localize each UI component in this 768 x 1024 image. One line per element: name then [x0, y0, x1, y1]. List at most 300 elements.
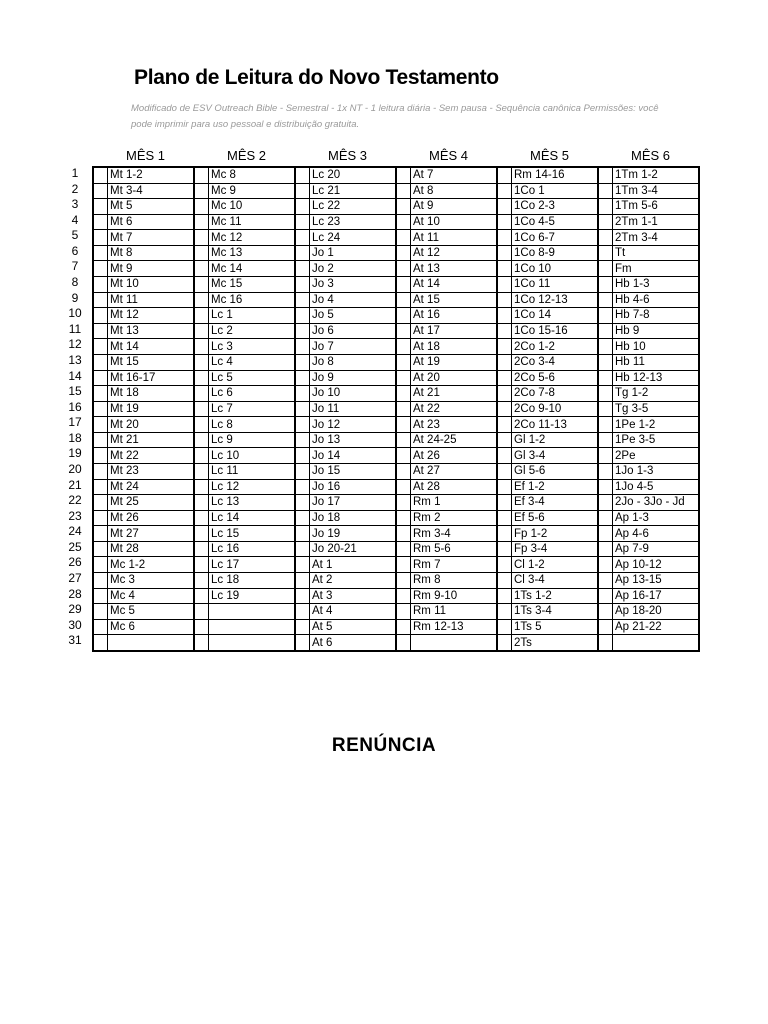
- table-spacer-cell: [497, 573, 512, 589]
- reading-cell: [209, 635, 296, 651]
- table-spacer-cell: [93, 199, 108, 215]
- table-spacer-cell: [598, 526, 613, 542]
- reading-cell: Jo 3: [310, 277, 397, 293]
- table-spacer-cell: [598, 214, 613, 230]
- table-spacer-cell: [93, 354, 108, 370]
- renuncia-heading: RENÚNCIA: [331, 735, 437, 756]
- table-spacer-cell: [396, 573, 411, 589]
- reading-cell: At 1: [310, 557, 397, 573]
- table-spacer-cell: [396, 417, 411, 433]
- table-spacer-cell: [598, 261, 613, 277]
- table-spacer-cell: [497, 370, 512, 386]
- table-spacer-cell: [295, 619, 310, 635]
- table-row: [93, 386, 699, 402]
- reading-cell: At 17: [411, 323, 498, 339]
- day-number: 3: [71, 197, 79, 212]
- reading-cell: At 18: [411, 339, 498, 355]
- table-row: [93, 417, 699, 433]
- table-spacer-cell: [598, 479, 613, 495]
- reading-cell: Jo 4: [310, 292, 397, 308]
- table-spacer-cell: [598, 354, 613, 370]
- reading-cell: Lc 10: [209, 448, 296, 464]
- reading-cell: Mc 10: [209, 199, 296, 215]
- reading-cell: Lc 16: [209, 541, 296, 557]
- reading-cell: 1Tm 1-2: [613, 167, 700, 183]
- reading-cell: Ef 5-6: [512, 510, 599, 526]
- reading-cell: Jo 11: [310, 401, 397, 417]
- reading-cell: Hb 10: [613, 339, 700, 355]
- reading-cell: Mt 14: [108, 339, 195, 355]
- reading-cell: Mt 3-4: [108, 183, 195, 199]
- reading-cell: Rm 5-6: [411, 541, 498, 557]
- table-spacer-cell: [396, 635, 411, 651]
- table-spacer-cell: [396, 619, 411, 635]
- table-row: [93, 635, 699, 651]
- table-spacer-cell: [497, 230, 512, 246]
- reading-cell: Rm 11: [411, 604, 498, 620]
- reading-cell: Lc 3: [209, 339, 296, 355]
- table-spacer-cell: [93, 526, 108, 542]
- table-spacer-cell: [497, 417, 512, 433]
- reading-cell: 1Co 11: [512, 277, 599, 293]
- table-spacer-cell: [295, 541, 310, 557]
- reading-cell: Mt 20: [108, 417, 195, 433]
- reading-cell: At 2: [310, 573, 397, 589]
- day-number: 13: [68, 352, 82, 367]
- table-spacer-cell: [194, 230, 209, 246]
- reading-cell: Rm 12-13: [411, 619, 498, 635]
- reading-cell: Mt 19: [108, 401, 195, 417]
- reading-cell: Jo 6: [310, 323, 397, 339]
- table-spacer-cell: [396, 479, 411, 495]
- reading-cell: At 8: [411, 183, 498, 199]
- reading-cell: Lc 15: [209, 526, 296, 542]
- table-spacer-cell: [396, 386, 411, 402]
- table-spacer-cell: [295, 432, 310, 448]
- reading-cell: Lc 9: [209, 432, 296, 448]
- reading-cell: Mc 9: [209, 183, 296, 199]
- reading-cell: Mt 5: [108, 199, 195, 215]
- reading-cell: Mc 8: [209, 167, 296, 183]
- table-spacer-cell: [93, 183, 108, 199]
- table-spacer-cell: [598, 557, 613, 573]
- reading-cell: Lc 8: [209, 417, 296, 433]
- reading-cell: 1Ts 5: [512, 619, 599, 635]
- reading-cell: Jo 15: [310, 463, 397, 479]
- reading-cell: 1Co 8-9: [512, 245, 599, 261]
- table-spacer-cell: [295, 308, 310, 324]
- reading-cell: 2Pe: [613, 448, 700, 464]
- reading-cell: 1Ts 3-4: [512, 604, 599, 620]
- day-number: 18: [68, 430, 82, 445]
- reading-cell: Tg 3-5: [613, 401, 700, 417]
- day-number: 16: [68, 399, 82, 414]
- reading-cell: [209, 619, 296, 635]
- reading-cell: Hb 9: [613, 323, 700, 339]
- day-number: 8: [71, 275, 79, 290]
- reading-cell: Ef 1-2: [512, 479, 599, 495]
- reading-cell: Ap 21-22: [613, 619, 700, 635]
- reading-cell: 2Co 11-13: [512, 417, 599, 433]
- table-spacer-cell: [194, 167, 209, 183]
- table-spacer-cell: [497, 495, 512, 511]
- table-spacer-cell: [295, 245, 310, 261]
- table-spacer-cell: [194, 510, 209, 526]
- table-spacer-cell: [598, 635, 613, 651]
- reading-cell: [209, 604, 296, 620]
- reading-cell: Lc 17: [209, 557, 296, 573]
- reading-cell: Rm 3-4: [411, 526, 498, 542]
- table-spacer-cell: [93, 510, 108, 526]
- reading-cell: Mt 24: [108, 479, 195, 495]
- table-spacer-cell: [497, 510, 512, 526]
- table-spacer-cell: [396, 463, 411, 479]
- table-spacer-cell: [396, 370, 411, 386]
- reading-cell: Ap 16-17: [613, 588, 700, 604]
- table-spacer-cell: [93, 495, 108, 511]
- reading-cell: Mt 8: [108, 245, 195, 261]
- table-spacer-cell: [497, 277, 512, 293]
- reading-cell: Mt 27: [108, 526, 195, 542]
- day-number: 22: [68, 493, 82, 508]
- table-spacer-cell: [295, 604, 310, 620]
- table-spacer-cell: [295, 448, 310, 464]
- table-spacer-cell: [194, 541, 209, 557]
- table-spacer-cell: [194, 604, 209, 620]
- table-spacer-cell: [396, 432, 411, 448]
- table-spacer-cell: [396, 354, 411, 370]
- table-spacer-cell: [93, 401, 108, 417]
- table-spacer-cell: [396, 510, 411, 526]
- reading-cell: Fp 1-2: [512, 526, 599, 542]
- table-spacer-cell: [396, 541, 411, 557]
- day-number: 7: [71, 259, 79, 274]
- table-row: [93, 619, 699, 635]
- table-spacer-cell: [93, 604, 108, 620]
- reading-cell: At 15: [411, 292, 498, 308]
- reading-cell: At 5: [310, 619, 397, 635]
- table-spacer-cell: [396, 557, 411, 573]
- table-spacer-cell: [194, 573, 209, 589]
- table-row: [93, 370, 699, 386]
- table-spacer-cell: [598, 417, 613, 433]
- reading-cell: At 24-25: [411, 432, 498, 448]
- table-spacer-cell: [497, 604, 512, 620]
- table-spacer-cell: [497, 619, 512, 635]
- day-number: 15: [68, 384, 82, 399]
- table-spacer-cell: [93, 386, 108, 402]
- reading-cell: Fm: [613, 261, 700, 277]
- table-spacer-cell: [93, 448, 108, 464]
- table-spacer-cell: [396, 199, 411, 215]
- reading-cell: Ap 1-3: [613, 510, 700, 526]
- reading-cell: At 20: [411, 370, 498, 386]
- reading-cell: 2Tm 3-4: [613, 230, 700, 246]
- table-spacer-cell: [194, 292, 209, 308]
- reading-cell: Mc 6: [108, 619, 195, 635]
- reading-cell: Mt 25: [108, 495, 195, 511]
- table-spacer-cell: [598, 588, 613, 604]
- table-spacer-cell: [396, 183, 411, 199]
- table-spacer-cell: [93, 214, 108, 230]
- page-subtitle: Modificado de ESV Outreach Bible - Semestral - 1x NT - 1 leitura diária - Sem pausa - Sequência canônica Permissões: você pode imprimir para uso pessoal e distribuição gratuita.: [131, 103, 659, 130]
- reading-cell: 1Jo 1-3: [613, 463, 700, 479]
- table-spacer-cell: [598, 619, 613, 635]
- table-row: [93, 245, 699, 261]
- table-row: [93, 432, 699, 448]
- table-spacer-cell: [194, 448, 209, 464]
- reading-cell: Mc 12: [209, 230, 296, 246]
- reading-cell: Jo 7: [310, 339, 397, 355]
- reading-cell: 1Pe 1-2: [613, 417, 700, 433]
- reading-cell: At 4: [310, 604, 397, 620]
- reading-cell: Ap 13-15: [613, 573, 700, 589]
- table-spacer-cell: [93, 635, 108, 651]
- table-spacer-cell: [497, 557, 512, 573]
- table-spacer-cell: [93, 619, 108, 635]
- reading-cell: Lc 11: [209, 463, 296, 479]
- reading-cell: 1Co 4-5: [512, 214, 599, 230]
- reading-cell: At 26: [411, 448, 498, 464]
- table-spacer-cell: [396, 167, 411, 183]
- table-spacer-cell: [396, 292, 411, 308]
- day-number: 5: [71, 228, 79, 243]
- table-spacer-cell: [295, 573, 310, 589]
- table-spacer-cell: [295, 214, 310, 230]
- reading-cell: Tt: [613, 245, 700, 261]
- table-row: [93, 199, 699, 215]
- reading-cell: 1Co 12-13: [512, 292, 599, 308]
- reading-cell: Tg 1-2: [613, 386, 700, 402]
- reading-cell: Mc 3: [108, 573, 195, 589]
- month-header-6: MÊS 6: [630, 148, 670, 163]
- reading-cell: At 12: [411, 245, 498, 261]
- table-spacer-cell: [295, 167, 310, 183]
- table-row: [93, 401, 699, 417]
- reading-cell: Mt 23: [108, 463, 195, 479]
- table-spacer-cell: [194, 635, 209, 651]
- reading-cell: Lc 24: [310, 230, 397, 246]
- reading-cell: At 27: [411, 463, 498, 479]
- table-spacer-cell: [194, 308, 209, 324]
- table-row: [93, 339, 699, 355]
- reading-cell: Jo 10: [310, 386, 397, 402]
- reading-cell: Mt 1-2: [108, 167, 195, 183]
- table-spacer-cell: [93, 557, 108, 573]
- day-number: 14: [68, 368, 82, 383]
- reading-cell: 2Co 7-8: [512, 386, 599, 402]
- table-spacer-cell: [497, 323, 512, 339]
- table-row: [93, 557, 699, 573]
- reading-cell: At 16: [411, 308, 498, 324]
- reading-cell: 1Co 14: [512, 308, 599, 324]
- reading-cell: Gl 5-6: [512, 463, 599, 479]
- table-spacer-cell: [194, 479, 209, 495]
- table-spacer-cell: [194, 245, 209, 261]
- day-number: 12: [68, 337, 82, 352]
- reading-cell: Mt 15: [108, 354, 195, 370]
- reading-cell: Lc 1: [209, 308, 296, 324]
- reading-cell: Jo 5: [310, 308, 397, 324]
- day-number: 25: [68, 539, 82, 554]
- table-spacer-cell: [598, 463, 613, 479]
- reading-cell: 2Co 9-10: [512, 401, 599, 417]
- reading-cell: Jo 2: [310, 261, 397, 277]
- reading-cell: Mc 11: [209, 214, 296, 230]
- table-spacer-cell: [295, 386, 310, 402]
- reading-cell: Hb 1-3: [613, 277, 700, 293]
- reading-cell: 1Co 6-7: [512, 230, 599, 246]
- table-spacer-cell: [295, 417, 310, 433]
- reading-cell: Lc 12: [209, 479, 296, 495]
- reading-cell: Lc 22: [310, 199, 397, 215]
- reading-cell: At 22: [411, 401, 498, 417]
- table-spacer-cell: [497, 526, 512, 542]
- table-spacer-cell: [194, 323, 209, 339]
- table-spacer-cell: [396, 214, 411, 230]
- reading-cell: 1Co 1: [512, 183, 599, 199]
- reading-cell: At 10: [411, 214, 498, 230]
- reading-cell: Mc 15: [209, 277, 296, 293]
- table-spacer-cell: [598, 339, 613, 355]
- reading-cell: Gl 1-2: [512, 432, 599, 448]
- table-spacer-cell: [93, 588, 108, 604]
- reading-cell: Hb 11: [613, 354, 700, 370]
- table-spacer-cell: [93, 292, 108, 308]
- day-number: 6: [71, 243, 79, 258]
- reading-cell: Jo 1: [310, 245, 397, 261]
- reading-cell: 1Co 10: [512, 261, 599, 277]
- reading-cell: Jo 18: [310, 510, 397, 526]
- reading-cell: Jo 8: [310, 354, 397, 370]
- reading-cell: At 19: [411, 354, 498, 370]
- table-spacer-cell: [194, 339, 209, 355]
- reading-cell: 2Co 5-6: [512, 370, 599, 386]
- reading-cell: At 7: [411, 167, 498, 183]
- reading-cell: Rm 8: [411, 573, 498, 589]
- table-spacer-cell: [295, 339, 310, 355]
- table-spacer-cell: [396, 448, 411, 464]
- day-number: 4: [71, 212, 79, 227]
- table-row: [93, 214, 699, 230]
- reading-cell: Jo 14: [310, 448, 397, 464]
- reading-cell: Rm 9-10: [411, 588, 498, 604]
- table-spacer-cell: [497, 199, 512, 215]
- table-row: [93, 183, 699, 199]
- reading-cell: Mt 6: [108, 214, 195, 230]
- reading-cell: Jo 13: [310, 432, 397, 448]
- table-spacer-cell: [194, 370, 209, 386]
- day-number: 31: [68, 633, 82, 648]
- table-spacer-cell: [497, 432, 512, 448]
- table-spacer-cell: [497, 292, 512, 308]
- table-spacer-cell: [194, 261, 209, 277]
- table-spacer-cell: [93, 370, 108, 386]
- table-spacer-cell: [497, 183, 512, 199]
- day-number: 26: [68, 555, 82, 570]
- month-header-1: MÊS 1: [125, 148, 165, 163]
- reading-cell: Mc 14: [209, 261, 296, 277]
- day-number: 9: [71, 290, 79, 305]
- table-spacer-cell: [497, 214, 512, 230]
- table-spacer-cell: [194, 463, 209, 479]
- reading-cell: Lc 7: [209, 401, 296, 417]
- reading-cell: At 13: [411, 261, 498, 277]
- reading-cell: Mt 10: [108, 277, 195, 293]
- reading-cell: 1Co 15-16: [512, 323, 599, 339]
- table-spacer-cell: [396, 245, 411, 261]
- reading-cell: At 14: [411, 277, 498, 293]
- reading-cell: Mt 13: [108, 323, 195, 339]
- day-number: 20: [68, 461, 82, 476]
- day-number: 30: [68, 617, 82, 632]
- reading-cell: Jo 17: [310, 495, 397, 511]
- table-spacer-cell: [497, 354, 512, 370]
- table-spacer-cell: [295, 354, 310, 370]
- table-spacer-cell: [295, 401, 310, 417]
- reading-cell: Jo 19: [310, 526, 397, 542]
- table-row: [93, 354, 699, 370]
- table-spacer-cell: [497, 635, 512, 651]
- table-spacer-cell: [497, 401, 512, 417]
- table-spacer-cell: [295, 323, 310, 339]
- table-spacer-cell: [93, 261, 108, 277]
- table-spacer-cell: [295, 292, 310, 308]
- table-spacer-cell: [194, 526, 209, 542]
- table-spacer-cell: [396, 401, 411, 417]
- reading-cell: 1Ts 1-2: [512, 588, 599, 604]
- table-spacer-cell: [396, 495, 411, 511]
- table-spacer-cell: [295, 261, 310, 277]
- table-spacer-cell: [93, 479, 108, 495]
- month-headers: [92, 146, 698, 166]
- table-row: [93, 230, 699, 246]
- table-spacer-cell: [295, 557, 310, 573]
- reading-cell: Mc 5: [108, 604, 195, 620]
- reading-cell: Lc 14: [209, 510, 296, 526]
- day-number: 11: [68, 321, 82, 336]
- table-spacer-cell: [295, 479, 310, 495]
- reading-cell: Lc 19: [209, 588, 296, 604]
- table-spacer-cell: [497, 479, 512, 495]
- month-header-2: MÊS 2: [226, 148, 266, 163]
- table-spacer-cell: [598, 292, 613, 308]
- table-spacer-cell: [598, 370, 613, 386]
- table-spacer-cell: [396, 261, 411, 277]
- table-spacer-cell: [194, 183, 209, 199]
- reading-cell: Jo 16: [310, 479, 397, 495]
- table-spacer-cell: [93, 417, 108, 433]
- reading-cell: Gl 3-4: [512, 448, 599, 464]
- day-number: 1: [71, 166, 79, 180]
- reading-cell: Mt 7: [108, 230, 195, 246]
- table-spacer-cell: [497, 245, 512, 261]
- table-spacer-cell: [295, 183, 310, 199]
- table-row: [93, 463, 699, 479]
- table-row: [93, 495, 699, 511]
- table-spacer-cell: [295, 199, 310, 215]
- table-spacer-cell: [93, 230, 108, 246]
- table-spacer-cell: [295, 370, 310, 386]
- table-spacer-cell: [295, 510, 310, 526]
- table-spacer-cell: [396, 588, 411, 604]
- table-spacer-cell: [93, 463, 108, 479]
- reading-cell: Hb 4-6: [613, 292, 700, 308]
- reading-cell: Fp 3-4: [512, 541, 599, 557]
- reading-cell: Mc 1-2: [108, 557, 195, 573]
- table-spacer-cell: [497, 386, 512, 402]
- day-number: 23: [68, 508, 82, 523]
